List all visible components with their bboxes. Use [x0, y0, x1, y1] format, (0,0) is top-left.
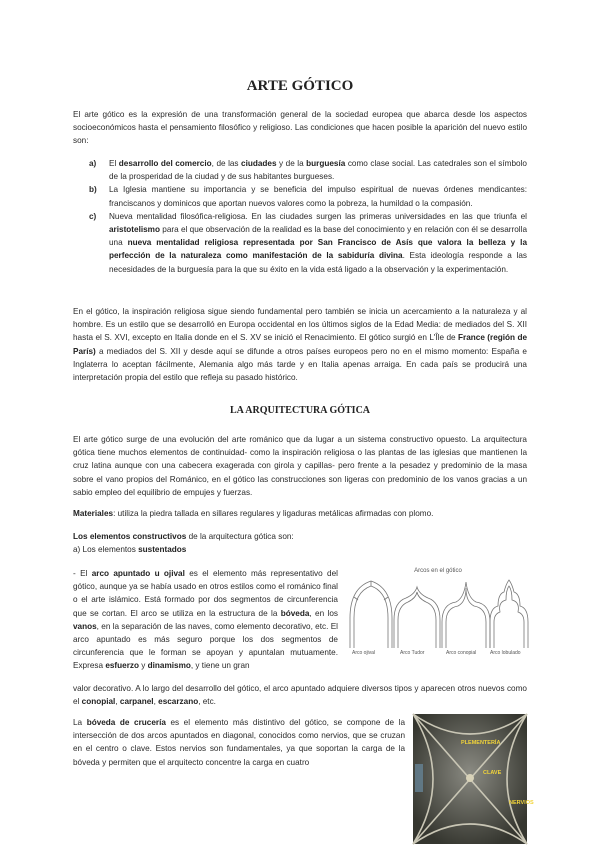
rib-vault-photo — [413, 714, 534, 844]
intro-paragraph: El arte gótico es la expresión de una transformación general de la sociedad europea que abarca desde los aspectos socioeconómicos hasta el pensamiento filosófico y religioso. Las condiciones que hacen posible la aparición del nuevo estilo son: — [73, 110, 527, 146]
rib-vault-paragraph: La bóveda de crucería es el elemento más distintivo del gótico, se compone de la intersección de dos arcos apuntados en diagonal, conocidos como nervios, que se cruzan en el centro o clave. Estos nervios son fundamentales, ya que soportan la carga de la bóveda y permiten que el arquitecto concentre la carga en cuatro — [73, 718, 406, 767]
vault-label: PLEMENTERÍA — [461, 740, 501, 746]
vault-illustration — [413, 714, 527, 844]
arch-label: Arco Tudor — [400, 650, 425, 656]
page-title: ARTE GÓTICO — [246, 78, 354, 94]
arch-diagrams — [348, 578, 528, 658]
section-title: LA ARQUITECTURA GÓTICA — [229, 405, 371, 416]
ogee-arch-icon — [442, 582, 490, 648]
arch-label: Arco ojival — [352, 650, 376, 656]
architecture-paragraph: El arte gótico surge de una evolución del arte románico que da lugar a un sistema constructivo opuesto. La arquitectura gótica tiene muchos elementos de continuidad- como la inspiración religiosa o las plantas de las iglesias que mantienen la cruz latina aunque con una cabecera exagerada con girola y capillas- pero frente a la pesadez y predominio de la masa sobre el vano propios del Románico, en el gótico las construcciones son ligeras con predominio de los vanos gracias a un sabio empleo del equilibrio de empujes y fuerzas. — [73, 435, 527, 497]
arch-figure-title: Arcos en el gótico — [414, 568, 462, 574]
list-item: c) Nueva mentalidad filosófica-religiosa. En las ciudades surgen las primeras universidades en las que triunfa el aristotelismo para el que observación de la realidad es la base del conocimiento y en relación con él se desarrolla una nueva mentalidad religiosa representada por San Francisco de Asís que valora la belleza y la perfección de la naturaleza como manifestación de la sabiduría divina. Esta ideología responde a las necesidades de la burguesía para la que su éxito en la vida está ligado a la observación y la experimentación. — [89, 211, 528, 274]
arch-label: Arco lobulado — [490, 650, 521, 656]
vault-label: CLAVE — [483, 770, 502, 776]
arch-types-figure — [348, 568, 528, 664]
arch-label: Arco conopial — [446, 650, 477, 656]
arch-types-paragraph: valor decorativo. A lo largo del desarrollo del gótico, el arco apuntado adquiere diversos tipos y aparecen otros nuevos como el conopial, carpanel, escarzano, etc. — [73, 684, 527, 707]
list-item: a) El desarrollo del comercio, de las ciudades y de la burguesía como clase social. Las catedrales son el símbolo de la prosperidad de la ciudad y de sus habitantes burgueses. — [89, 159, 527, 182]
conditions-list — [73, 157, 527, 276]
list-marker: a) — [89, 159, 97, 168]
tudor-arch-icon — [394, 587, 440, 648]
materials-paragraph: Materiales: utiliza la piedra tallada en sillares regulares y ligaduras metálicas afirmadas con plomo. — [73, 509, 434, 518]
vault-label: NERVIOS — [509, 800, 534, 806]
elements-heading: Los elementos constructivos de la arquitectura gótica son: a) Los elementos sustentados — [73, 532, 294, 555]
list-marker: c) — [89, 211, 97, 221]
ogival-arch-icon — [350, 581, 392, 648]
lobed-arch-icon — [490, 580, 528, 648]
list-marker: b) — [89, 185, 97, 195]
pointed-arch-paragraph: - El arco apuntado u ojival es el elemento más representativo del gótico, aunque ya se había usado en otros estilos como el románico final o el arte islámico. Está formado por dos segmentos de circunferencia que se cortan. El arco se utiliza en la estructura de la bóveda, en los vanos, en la separación de las naves, como elemento decorativo, etc. El arco apuntado es más seguro porque los dos segmentos de circunferencia que le forman se apoyan y apuntalan mutuamente. Expresa esfuerzo y dinamismo, y tiene un gran — [73, 569, 338, 671]
gothic-context-paragraph: En el gótico, la inspiración religiosa sigue siendo fundamental pero también se inicia un acercamiento a la naturaleza y al hombre. Es un estilo que se desarrolló en Europa occidental en los últimos siglos de la Edad Media: de mediados del S. XII hasta el S. XVI, excepto en Italia donde en el S. XV se inició el Renacimiento. El gótico surgió en L'Île de France (región de París) a mediados del S. XII y desde aquí se difunde a otros países europeos pero no en el mismo momento: España e Inglaterra lo aceptan fácilmente, Alemania algo más tarde y en Italia apenas arraiga. En cada país se producirá una interpretación propia del estilo que refleja su pasado histórico. — [73, 307, 527, 383]
list-item: b) La Iglesia mantiene su importancia y se beneficia del impulso espiritual de nuevas órdenes mendicantes: franciscanos y dominicos que aportan nuevos valores como la pobreza, la humildad o la compasión. — [89, 185, 527, 208]
